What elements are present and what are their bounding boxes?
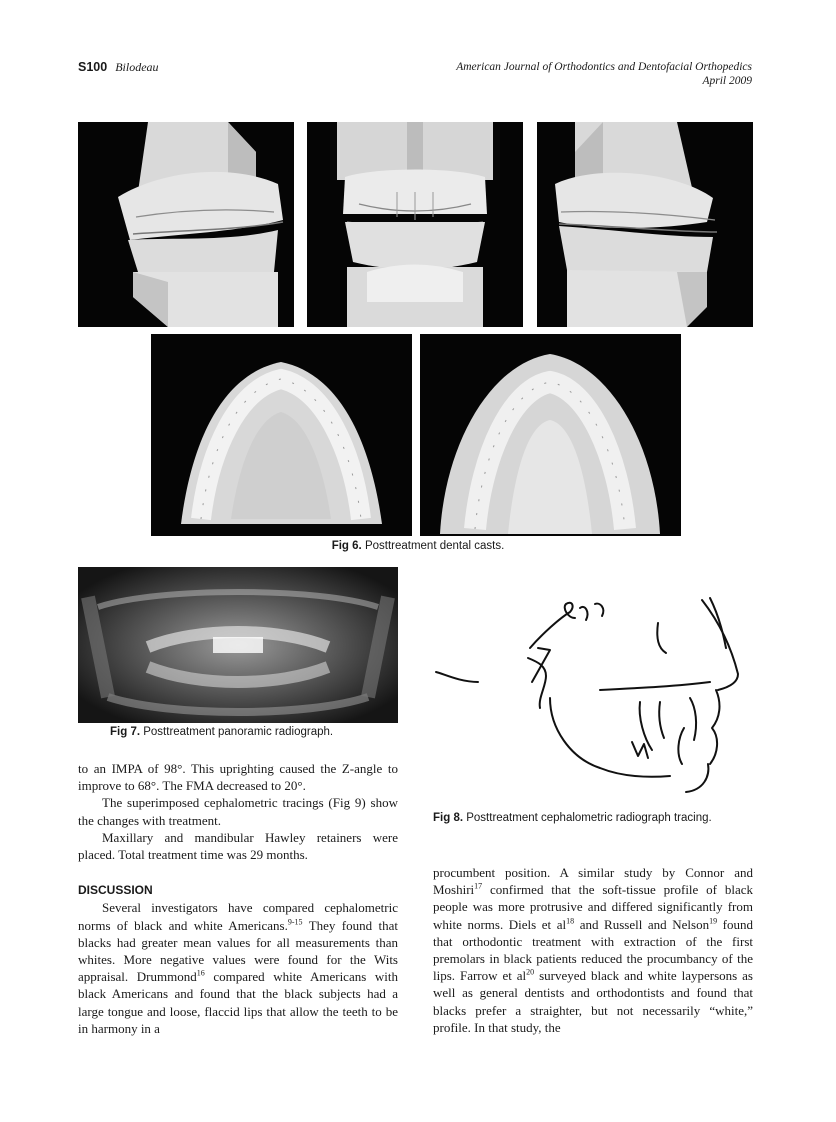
fig7-caption-box bbox=[78, 723, 398, 743]
author-name: Bilodeau bbox=[115, 60, 159, 74]
issue-date: April 2009 bbox=[702, 75, 752, 87]
cast-photo-maxillary-occlusal bbox=[151, 334, 412, 536]
citation-ref: 17 bbox=[474, 881, 483, 891]
cast-photo-mandibular-occlusal bbox=[420, 334, 681, 536]
paragraph-results-end: to an IMPA of 98°. This uprighting caused the Z-angle to improve to 68°. The FMA decreased to 20°. bbox=[78, 761, 398, 794]
fig6-text: Posttreatment dental casts. bbox=[364, 540, 505, 552]
page-number: S100 bbox=[78, 60, 108, 74]
citation-ref: 20 bbox=[526, 967, 535, 977]
citation-ref: 16 bbox=[196, 968, 205, 978]
fig6-caption bbox=[0, 540, 836, 552]
paragraph-superimposed: The superimposed cephalometric tracings (Fig 9) show the changes with treatment. bbox=[78, 795, 398, 828]
citation-ref: 9-15 bbox=[287, 917, 303, 927]
journal-name: American Journal of Orthodontics and Dentofacial Orthopedics bbox=[456, 61, 752, 73]
fig7-text: Posttreatment panoramic radiograph. bbox=[143, 726, 334, 738]
fig8-text: Posttreatment cephalometric radiograph tracing. bbox=[466, 812, 712, 824]
citation-ref: 19 bbox=[709, 916, 718, 926]
fig8-caption bbox=[433, 812, 712, 824]
paragraph-discussion: Several investigators have compared cephalometric norms of black and white Americans.$^{9-15}$ They found that blacks had greater mean values for all measurements than whites. More negative values were found for the Wits appraisal. Drummond$^{16}$ compared white Americans with black Americans and found that the black subjects had a large tongue and loose, flaccid lips that allow the teeth to be in harmony in a bbox=[78, 900, 398, 1036]
running-header-right bbox=[456, 60, 752, 88]
fig7-label: Fig 7. bbox=[110, 726, 141, 738]
fig6-label: Fig 6. bbox=[331, 540, 362, 552]
fig7-caption bbox=[78, 723, 398, 738]
cast-photo-frontal bbox=[307, 122, 523, 327]
section-heading-discussion: DISCUSSION bbox=[78, 883, 153, 898]
fig8-label: Fig 8. bbox=[433, 812, 464, 824]
citation-ref: 18 bbox=[566, 916, 575, 926]
running-header-left bbox=[78, 60, 159, 75]
cast-photo-left-lateral bbox=[537, 122, 753, 327]
right-text-column bbox=[433, 864, 753, 1036]
cephalometric-tracing bbox=[420, 578, 760, 802]
cast-photo-right-lateral bbox=[78, 122, 294, 327]
paragraph-retainers: Maxillary and mandibular Hawley retainers were placed. Total treatment time was 29 months. bbox=[78, 829, 398, 863]
paragraph-discussion-continued: procumbent position. A similar study by Connor and Moshiri$^{17}$ confirmed that the soft-tissue profile of black people was more protrusive and differed significantly from white norms. Diels et $al^{18}$ and Russell and Nelson$^{19}$ found that orthodontic treatment with extraction of the first premolars in black patients reduced the procumbancy of the lips. Farrow et $al^{20}$ surveyed black and white laypersons as well as general dentists and orthodontists and found that blacks prefer a straighter, but not necessarily “white,” profile. In that study, the bbox=[433, 865, 753, 1035]
left-text-column bbox=[78, 760, 398, 1037]
panoramic-radiograph bbox=[78, 567, 398, 723]
